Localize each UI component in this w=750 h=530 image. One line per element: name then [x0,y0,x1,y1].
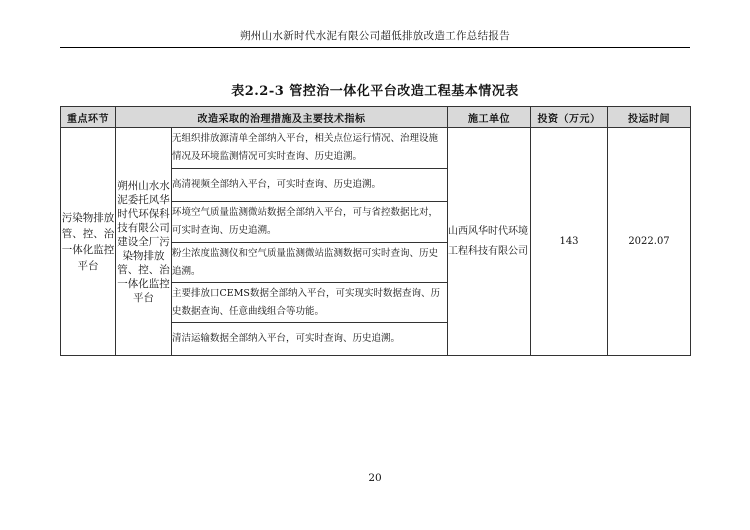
contractor-cell: 山西风华时代环境工程科技有限公司 [448,128,531,356]
date-cell: 2022.07 [608,128,691,356]
col-header-investment: 投资（万元） [531,107,608,128]
table-row [61,128,691,169]
measure-cell: 无组织排放源清单全部纳入平台，相关点位运行情况、治理设施情况及环境监测情况可实时查询、历史追溯。 [172,128,448,169]
table-title: 表2.2-3 管控治一体化平台改造工程基本情况表 [231,84,519,99]
measure-cell: 粉尘浓度监测仪和空气质量监测微站监测数据可实时查询、历史追溯。 [172,243,448,283]
party-cell: 朔州山水水泥委托风华时代环保科技有限公司建设全厂污染物排放管、控、治一体化监控平台 [116,128,172,356]
measure-cell: 清洁运输数据全部纳入平台，可实时查询、历史追溯。 [172,323,448,356]
col-header-focus: 重点环节 [61,107,116,128]
info-table [60,106,691,356]
header-rule [60,47,690,48]
table-header-row [61,107,691,128]
col-header-contractor: 施工单位 [448,107,531,128]
focus-cell: 污染物排放管、控、治一体化监控平台 [61,128,116,356]
investment-cell: 143 [531,128,608,356]
running-header: 朔州山水新时代水泥有限公司超低排放改造工作总结报告 [240,30,510,42]
measure-cell: 高清视频全部纳入平台，可实时查询、历史追溯。 [172,169,448,202]
measure-cell: 环境空气质量监测微站数据全部纳入平台，可与省控数据比对，可实时查询、历史追溯。 [172,202,448,243]
page-number: 20 [368,472,382,484]
measure-cell: 主要排放口CEMS数据全部纳入平台，可实现实时数据查询、历史数据查询、任意曲线组合等功能。 [172,283,448,323]
col-header-measures: 改造采取的治理措施及主要技术指标 [116,107,448,128]
col-header-date: 投运时间 [608,107,691,128]
